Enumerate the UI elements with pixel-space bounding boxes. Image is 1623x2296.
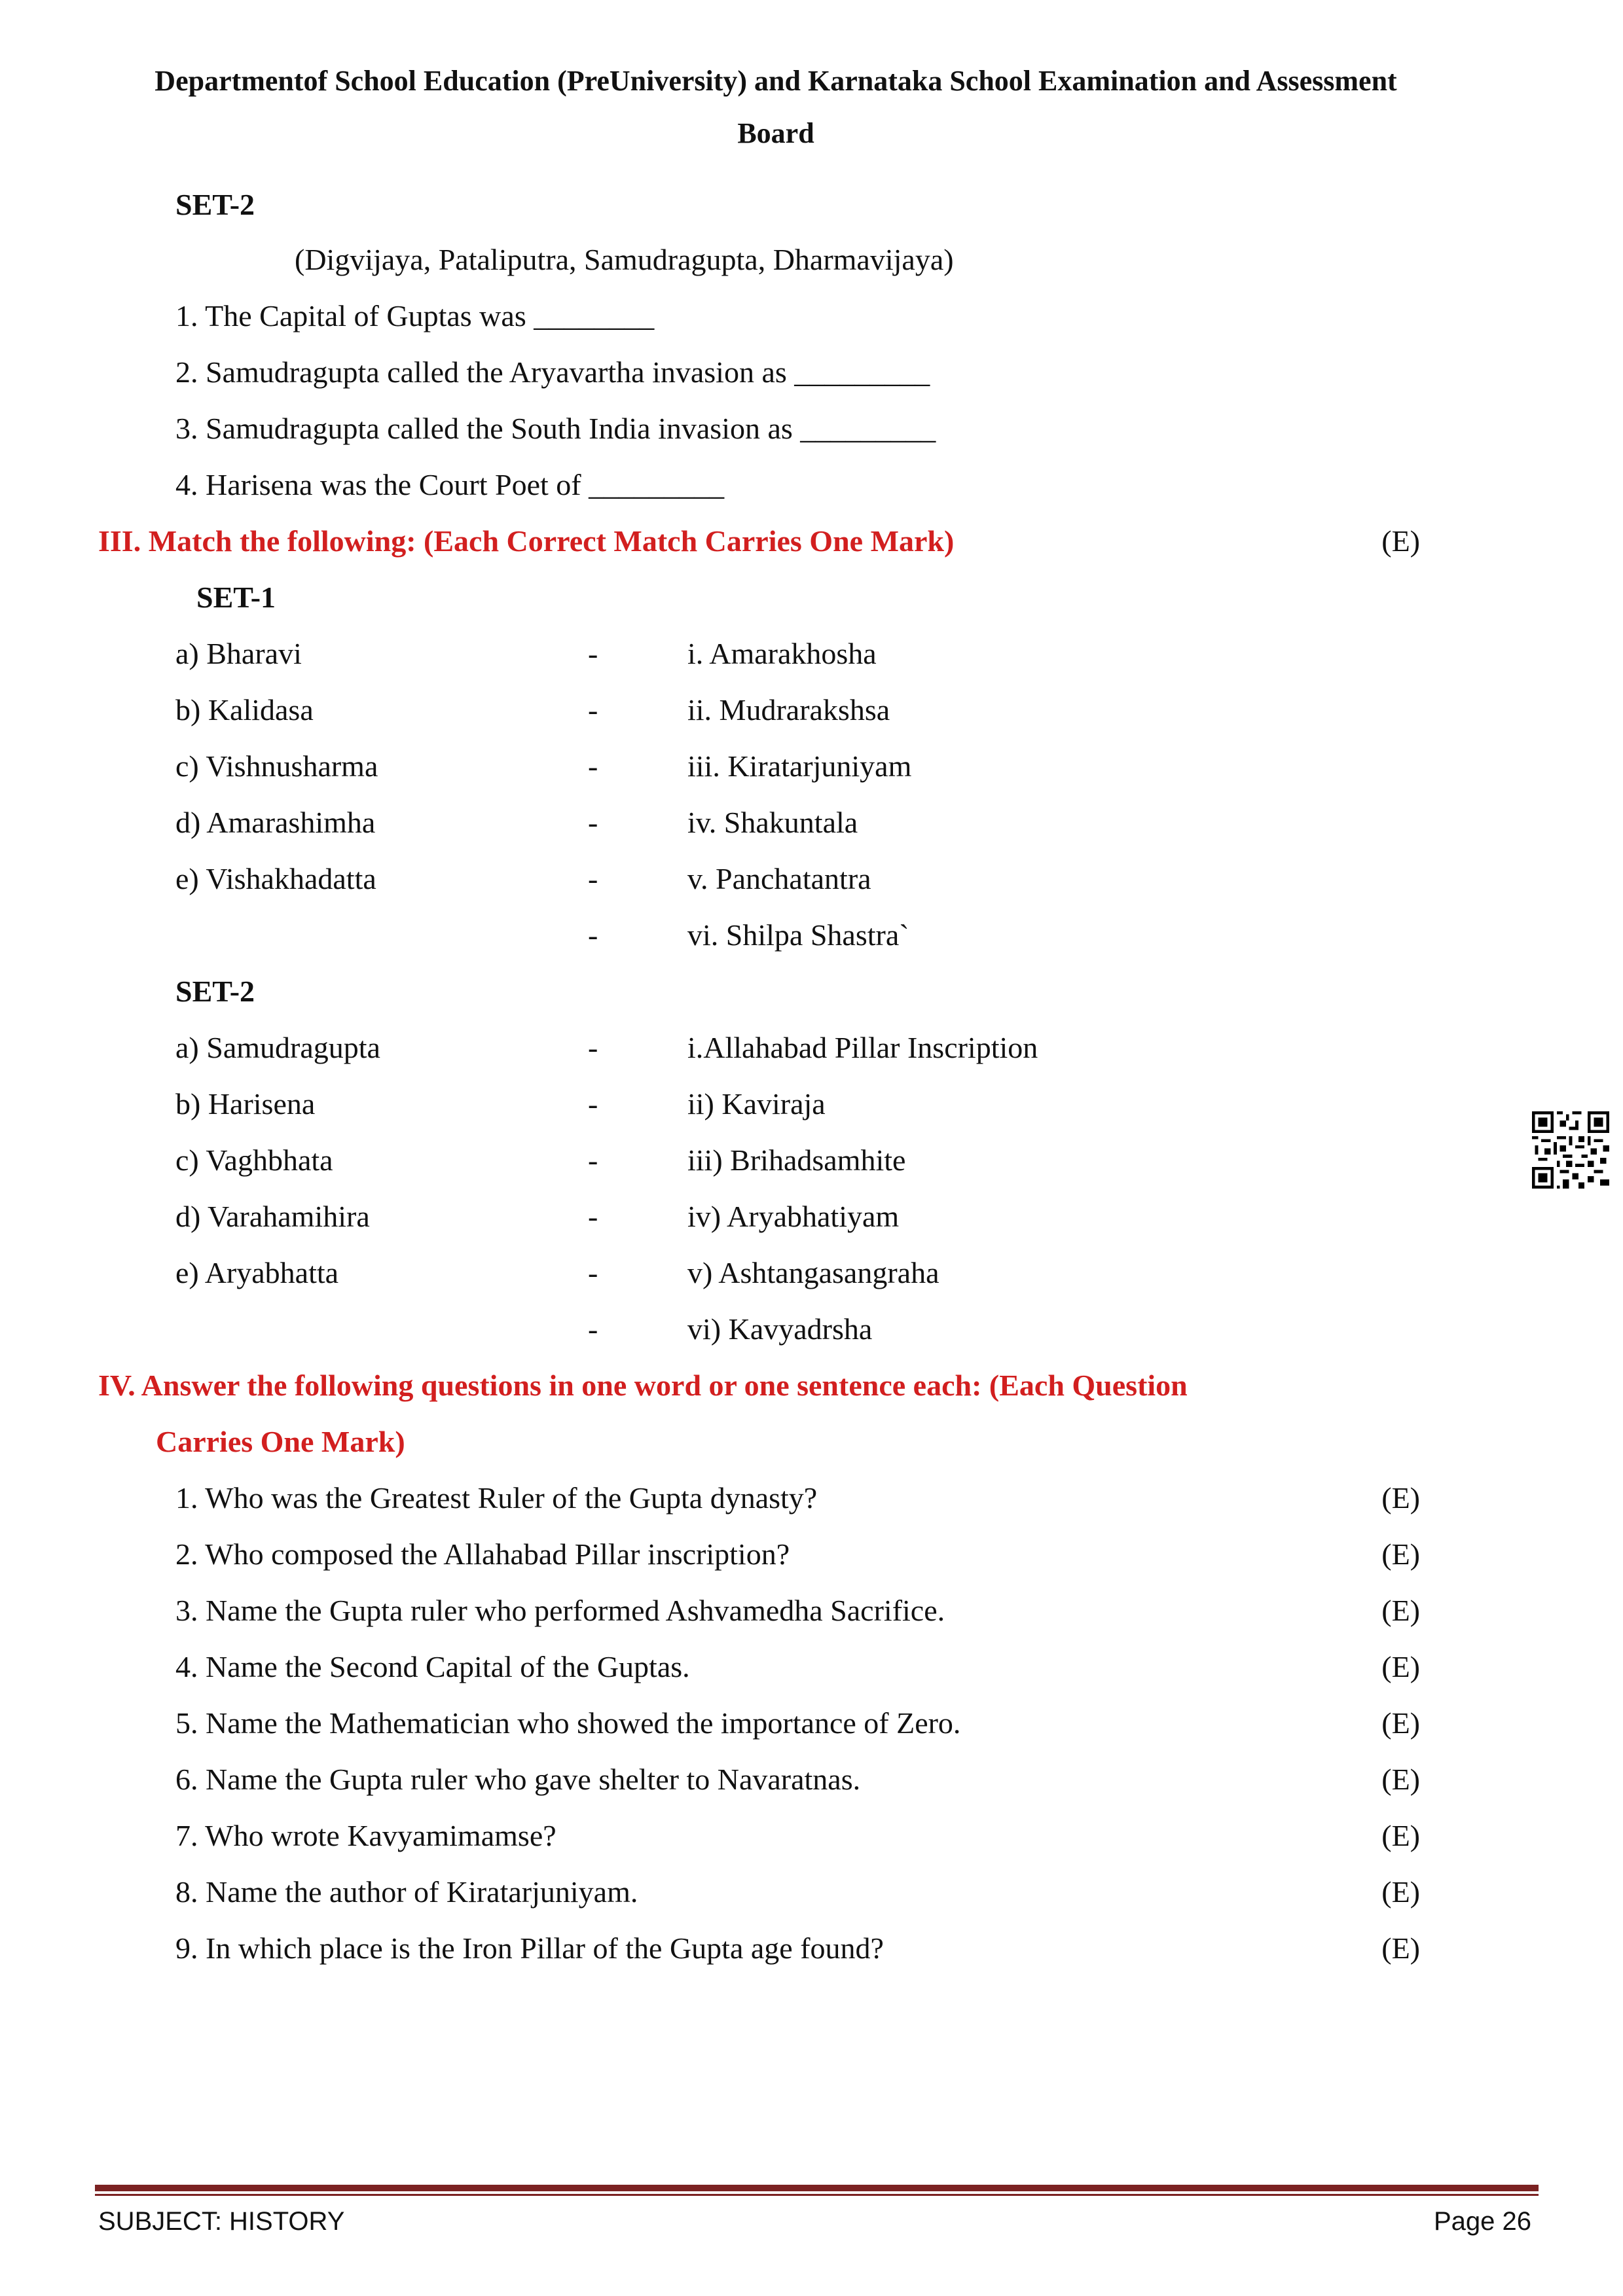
match-left-item: c) Vaghbhata — [175, 1143, 333, 1177]
match-dash: - — [588, 637, 598, 670]
section4-title-line-2: Carries One Mark) — [156, 1425, 405, 1458]
question-mark: (E) — [1381, 1594, 1420, 1627]
match-right-item: i. Amarakhosha — [687, 637, 877, 670]
header-line-1: Departmentof School Education (PreUniversity) and Karnataka School Examination and Assessment — [155, 65, 1397, 97]
match-dash: - — [588, 1312, 598, 1346]
match-right-item: iii. Kiratarjuniyam — [687, 749, 912, 783]
match-left-item: d) Amarashimha — [175, 806, 376, 839]
match-dash: - — [588, 693, 598, 726]
match-right-item: i.Allahabad Pillar Inscription — [687, 1031, 1038, 1064]
match-dash: - — [588, 1087, 598, 1121]
footer-rule-thick — [95, 2185, 1539, 2191]
match-right-item: ii) Kaviraja — [687, 1087, 826, 1121]
short-question: 9. In which place is the Iron Pillar of the Gupta age found? — [175, 1931, 884, 1965]
match-set2-label: SET-2 — [175, 975, 255, 1008]
section3-title: III. Match the following: (Each Correct Match Carries One Mark) — [98, 524, 955, 558]
fill-question: 4. Harisena was the Court Poet of _________ — [175, 468, 725, 501]
match-set1-label: SET-1 — [196, 581, 276, 614]
question-mark: (E) — [1381, 1819, 1420, 1852]
match-dash: - — [588, 1200, 598, 1233]
match-left-item: c) Vishnusharma — [175, 749, 378, 783]
qr-code-icon — [1532, 1111, 1609, 1189]
match-right-item: iv) Aryabhatiyam — [687, 1200, 900, 1233]
question-mark: (E) — [1381, 1706, 1420, 1740]
question-mark: (E) — [1381, 1763, 1420, 1796]
match-dash: - — [588, 749, 598, 783]
fill-question: 2. Samudragupta called the Aryavartha invasion as _________ — [175, 355, 930, 389]
short-question: 4. Name the Second Capital of the Guptas. — [175, 1650, 690, 1683]
question-mark: (E) — [1381, 1650, 1420, 1683]
match-dash: - — [588, 1143, 598, 1177]
fill-question: 1. The Capital of Guptas was ________ — [175, 299, 655, 332]
match-right-item: ii. Mudrarakshsa — [687, 693, 890, 726]
match-dash: - — [588, 806, 598, 839]
match-left-item: b) Harisena — [175, 1087, 316, 1121]
section4-title-text: . Answer the following questions in one word or one sentence each: (Each Question — [128, 1369, 1188, 1402]
match-left-item: a) Samudragupta — [175, 1031, 380, 1064]
question-mark: (E) — [1381, 1931, 1420, 1965]
footer-subject: SUBJECT: HISTORY — [98, 2207, 345, 2236]
match-right-item: v. Panchatantra — [687, 862, 871, 895]
short-question: 1. Who was the Greatest Ruler of the Gupta dynasty? — [175, 1481, 818, 1515]
fill-question: 3. Samudragupta called the South India invasion as _________ — [175, 412, 936, 445]
fill-set2-label: SET-2 — [175, 188, 255, 221]
match-dash: - — [588, 1031, 598, 1064]
short-question: 2. Who composed the Allahabad Pillar inscription? — [175, 1537, 790, 1571]
match-right-item: vi) Kavyadrsha — [687, 1312, 873, 1346]
match-dash: - — [588, 862, 598, 895]
match-left-item: e) Vishakhadatta — [175, 862, 376, 895]
section4-numeral: IV — [98, 1369, 128, 1402]
footer-page-number: Page 26 — [1433, 2207, 1531, 2236]
short-question: 5. Name the Mathematician who showed the importance of Zero. — [175, 1706, 961, 1740]
short-question: 6. Name the Gupta ruler who gave shelter to Navaratnas. — [175, 1763, 861, 1796]
match-right-item: iv. Shakuntala — [687, 806, 858, 839]
match-right-item: vi. Shilpa Shastra` — [687, 918, 909, 952]
match-left-item: b) Kalidasa — [175, 693, 314, 726]
fill-options: (Digvijaya, Pataliputra, Samudragupta, Dharmavijaya) — [295, 243, 954, 276]
match-left-item: a) Bharavi — [175, 637, 302, 670]
short-question: 8. Name the author of Kiratarjuniyam. — [175, 1875, 638, 1909]
match-left-item: e) Aryabhatta — [175, 1256, 339, 1289]
match-dash: - — [588, 1256, 598, 1289]
short-question: 7. Who wrote Kavyamimamse? — [175, 1819, 556, 1852]
match-right-item: iii) Brihadsamhite — [687, 1143, 906, 1177]
match-dash: - — [588, 918, 598, 952]
question-mark: (E) — [1381, 1537, 1420, 1571]
header-line-2: Board — [737, 117, 814, 149]
section3-mark: (E) — [1381, 524, 1420, 558]
short-question: 3. Name the Gupta ruler who performed Ashvamedha Sacrifice. — [175, 1594, 945, 1627]
footer-rule-thin — [95, 2194, 1539, 2196]
match-left-item: d) Varahamihira — [175, 1200, 370, 1233]
match-right-item: v) Ashtangasangraha — [687, 1256, 939, 1289]
question-mark: (E) — [1381, 1481, 1420, 1515]
question-mark: (E) — [1381, 1875, 1420, 1909]
section4-title-line-1 — [98, 1368, 1188, 1403]
